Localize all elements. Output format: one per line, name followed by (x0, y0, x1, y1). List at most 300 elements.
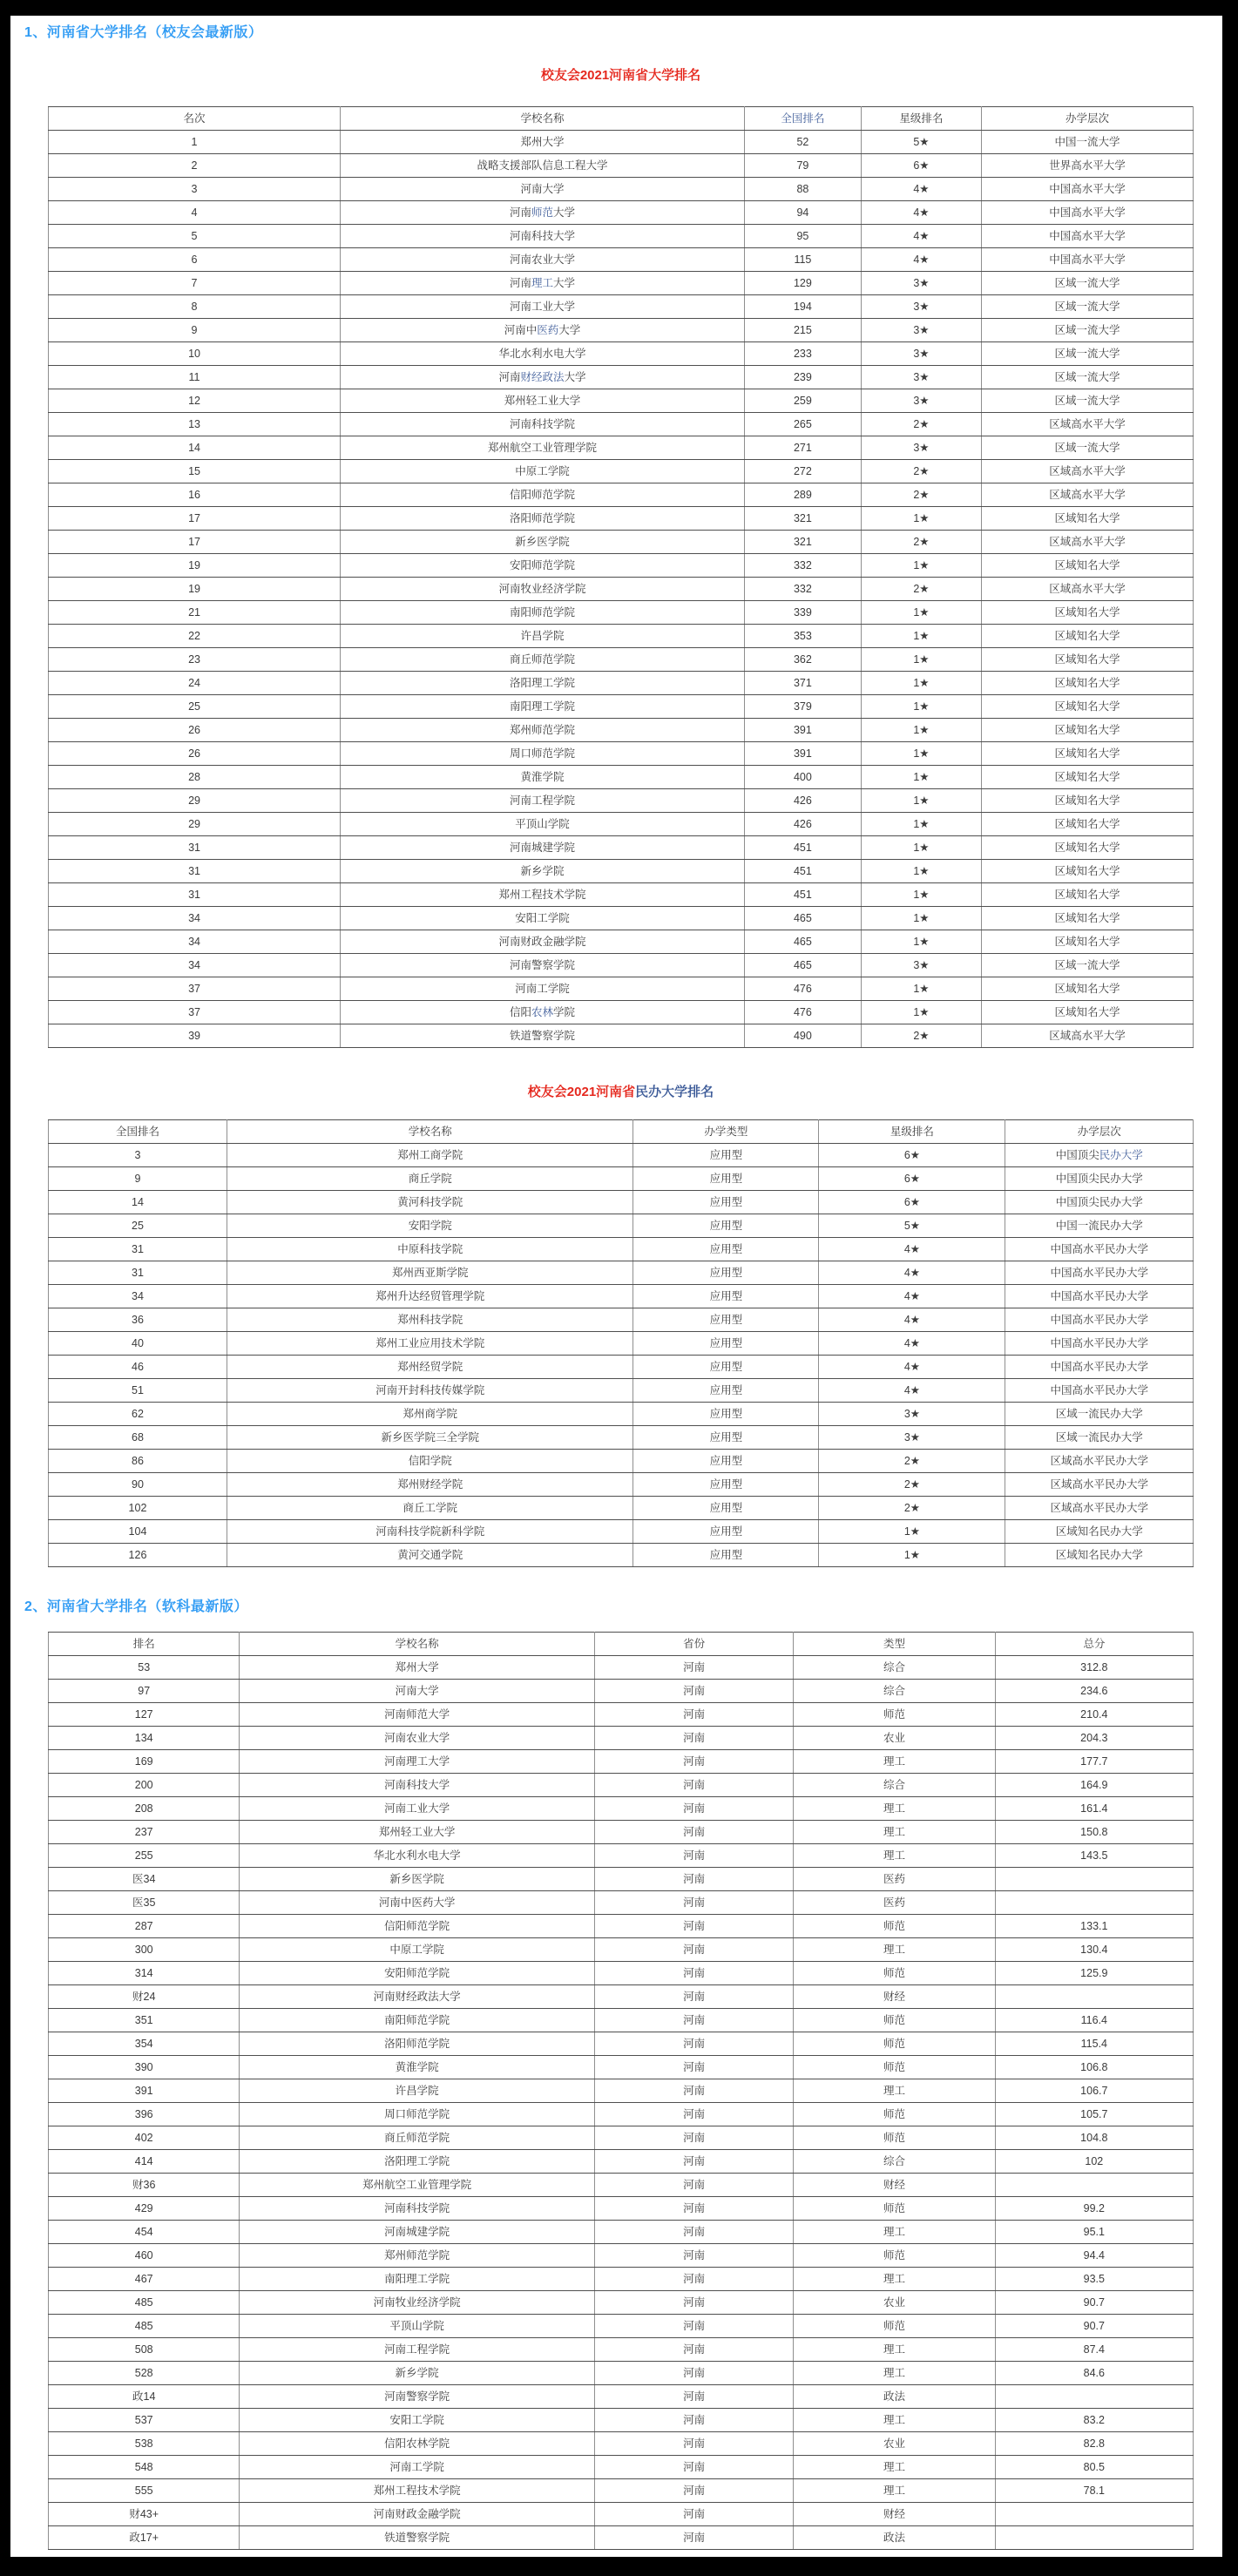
table-cell: 区域知名大学 (981, 836, 1193, 860)
table-cell: 1 (49, 131, 341, 154)
table-cell: 农业 (794, 2291, 995, 2315)
table-cell: 106.7 (995, 2079, 1193, 2103)
table-cell: 河南 (594, 2315, 794, 2338)
table-row (49, 1214, 1194, 1238)
table-row (49, 272, 1194, 295)
table-row (49, 1656, 1194, 1680)
table-cell: 师范 (794, 1915, 995, 1938)
table-cell: 郑州大学 (341, 131, 745, 154)
table-cell: 河南 (594, 2126, 794, 2150)
table-cell: 51 (49, 1379, 227, 1403)
xiaoyouhui-private-university-ranking-table (48, 1119, 1194, 1567)
table-row (49, 507, 1194, 531)
school-link[interactable]: 财经政法 (520, 371, 565, 383)
table-cell: 1★ (861, 930, 981, 954)
table-cell: 26 (49, 719, 341, 742)
table-cell: 河南 (594, 1750, 794, 1774)
table-cell: 528 (49, 2362, 240, 2385)
table-cell: 铁道警察学院 (240, 2526, 594, 2550)
table-row (49, 1450, 1194, 1473)
table-cell: 区域知名大学 (981, 860, 1193, 883)
table-cell: 应用型 (633, 1356, 819, 1379)
table-row (49, 531, 1194, 554)
table-cell: 中国顶尖民办大学 (1005, 1167, 1194, 1191)
table-cell: 理工 (794, 1821, 995, 1844)
table-cell: 3★ (861, 319, 981, 342)
table-row (49, 1703, 1194, 1727)
table-cell: 区域知名大学 (981, 742, 1193, 766)
table-cell: 94.4 (995, 2244, 1193, 2268)
table-cell: 31 (49, 1238, 227, 1261)
table-cell: 河南 (594, 2409, 794, 2432)
table-cell: 1★ (861, 554, 981, 578)
column-header: 全国排名 (49, 1120, 227, 1144)
table-cell (995, 1891, 1193, 1915)
table-cell: 应用型 (633, 1332, 819, 1356)
table-cell: 河南 (594, 1727, 794, 1750)
table-cell: 3★ (819, 1403, 1005, 1426)
table-cell: 河南 (594, 1821, 794, 1844)
table-cell: 郑州轻工业大学 (341, 389, 745, 413)
table-cell: 郑州轻工业大学 (240, 1821, 594, 1844)
table-cell: 许昌学院 (240, 2079, 594, 2103)
table-row (49, 2009, 1194, 2032)
table-cell: 理工 (794, 2338, 995, 2362)
table-cell: 90 (49, 1473, 227, 1497)
table-cell: 师范 (794, 1962, 995, 1985)
table-cell: 应用型 (633, 1285, 819, 1308)
table-cell: 河南 (594, 1868, 794, 1891)
table-cell: 150.8 (995, 1821, 1193, 1844)
table-cell: 中原工学院 (341, 460, 745, 483)
table-cell: 区域知名大学 (981, 719, 1193, 742)
table-cell: 2★ (861, 413, 981, 436)
table-cell: 信阳农林学院 (240, 2432, 594, 2456)
table-cell: 164.9 (995, 1774, 1193, 1797)
table-cell: 391 (744, 742, 861, 766)
table-cell: 郑州师范学院 (240, 2244, 594, 2268)
table-cell: 河南财政金融学院 (240, 2503, 594, 2526)
table-cell: 区域知名民办大学 (1005, 1520, 1194, 1544)
table-cell: 371 (744, 672, 861, 695)
table-cell: 14 (49, 436, 341, 460)
table-cell: 105.7 (995, 2103, 1193, 2126)
table-cell: 河南牧业经济学院 (341, 578, 745, 601)
table-cell: 426 (744, 789, 861, 813)
table-cell: 河南牧业经济学院 (240, 2291, 594, 2315)
table-cell: 239 (744, 366, 861, 389)
table-cell: 中国高水平民办大学 (1005, 1261, 1194, 1285)
table-cell: 应用型 (633, 1497, 819, 1520)
table-cell: 215 (744, 319, 861, 342)
table-cell: 80.5 (995, 2456, 1193, 2479)
table1-title-text: 校友会2021河南省大学排名 (540, 68, 701, 83)
table-cell: 351 (49, 2009, 240, 2032)
table-cell: 区域一流大学 (981, 366, 1193, 389)
table-cell: 财经 (794, 1985, 995, 2009)
table-cell: 周口师范学院 (240, 2103, 594, 2126)
table-cell: 河南工业大学 (341, 295, 745, 319)
table-cell: 理工 (794, 2268, 995, 2291)
table-row (49, 342, 1194, 366)
table-cell (995, 2385, 1193, 2409)
table-cell: 安阳师范学院 (341, 554, 745, 578)
table-cell: 理工 (794, 2479, 995, 2503)
table-cell (341, 201, 745, 225)
table-cell: 259 (744, 389, 861, 413)
table-cell: 29 (49, 789, 341, 813)
table-cell: 2★ (861, 460, 981, 483)
column-header: 办学层次 (981, 107, 1193, 131)
table-cell: 应用型 (633, 1238, 819, 1261)
column-header: 类型 (794, 1633, 995, 1656)
table-row (49, 766, 1194, 789)
table-cell: 6★ (819, 1191, 1005, 1214)
table-cell: 485 (49, 2315, 240, 2338)
table-cell: 河南 (594, 2479, 794, 2503)
table-cell: 财经 (794, 2174, 995, 2197)
table-cell: 华北水利水电大学 (341, 342, 745, 366)
table-cell: 7 (49, 272, 341, 295)
table-cell: 25 (49, 1214, 227, 1238)
table-cell: 476 (744, 1001, 861, 1024)
table-row (49, 648, 1194, 672)
table-row (49, 1544, 1194, 1567)
text-segment: 信阳 (509, 1006, 531, 1018)
table-cell: 3★ (861, 436, 981, 460)
table-cell: 河南 (594, 1891, 794, 1915)
table-cell: 区域知名大学 (981, 930, 1193, 954)
table-cell: 194 (744, 295, 861, 319)
ruanke-university-ranking-table (48, 1632, 1194, 2550)
table-row (49, 1191, 1194, 1214)
table-cell: 河南 (594, 2150, 794, 2174)
text-segment: 大学 (552, 206, 575, 219)
table-cell: 86 (49, 1450, 227, 1473)
table-cell: 世界高水平大学 (981, 154, 1193, 178)
table-cell: 177.7 (995, 1750, 1193, 1774)
table-row (49, 413, 1194, 436)
table-cell: 河南理工大学 (240, 1750, 594, 1774)
table-cell: 300 (49, 1938, 240, 1962)
table-cell: 黄河交通学院 (227, 1544, 633, 1567)
table-cell: 362 (744, 648, 861, 672)
table-cell: 区域高水平民办大学 (1005, 1497, 1194, 1520)
table-cell: 1★ (861, 625, 981, 648)
table-row (49, 1285, 1194, 1308)
table-cell: 河南 (594, 1962, 794, 1985)
table-cell: 46 (49, 1356, 227, 1379)
table-cell: 区域知名大学 (981, 789, 1193, 813)
table-row (49, 1520, 1194, 1544)
table-cell (995, 2174, 1193, 2197)
table-row (49, 201, 1194, 225)
table-row (49, 907, 1194, 930)
table-cell: 314 (49, 1962, 240, 1985)
table-cell: 区域高水平大学 (981, 578, 1193, 601)
table-cell: 郑州工商学院 (227, 1144, 633, 1167)
table-cell: 6 (49, 248, 341, 272)
table2-title-blue-part[interactable]: 民办大学排名 (635, 1085, 714, 1099)
table-cell: 理工 (794, 2362, 995, 2385)
table-cell: 1★ (861, 695, 981, 719)
table-cell: 河南 (594, 1844, 794, 1868)
table-cell: 许昌学院 (341, 625, 745, 648)
table-cell: 中国高水平民办大学 (1005, 1379, 1194, 1403)
table-row (49, 1238, 1194, 1261)
table-row (49, 2221, 1194, 2244)
table-cell: 28 (49, 766, 341, 789)
table-cell: 河南科技学院 (341, 413, 745, 436)
table-cell: 河南大学 (341, 178, 745, 201)
table-cell: 河南 (594, 2385, 794, 2409)
table-cell: 37 (49, 977, 341, 1001)
table-cell: 郑州经贸学院 (227, 1356, 633, 1379)
school-link[interactable]: 医药 (537, 324, 559, 336)
table-cell: 234.6 (995, 1680, 1193, 1703)
table-row (49, 2315, 1194, 2338)
table-cell: 应用型 (633, 1426, 819, 1450)
table-row (49, 2244, 1194, 2268)
table-cell: 河南 (594, 2032, 794, 2056)
table-cell: 17 (49, 507, 341, 531)
table-cell: 34 (49, 954, 341, 977)
table-cell: 安阳工学院 (341, 907, 745, 930)
table-cell: 95.1 (995, 2221, 1193, 2244)
table-cell: 中国一流大学 (981, 131, 1193, 154)
table-cell: 区域一流大学 (981, 319, 1193, 342)
table-cell: 208 (49, 1797, 240, 1821)
table-cell (341, 366, 745, 389)
table-row (49, 1356, 1194, 1379)
text-segment: 学院 (552, 1006, 575, 1018)
table-cell: 1★ (861, 883, 981, 907)
table-cell: 河南警察学院 (240, 2385, 594, 2409)
table-cell: 34 (49, 907, 341, 930)
table-cell: 6★ (819, 1167, 1005, 1191)
table-cell: 210.4 (995, 1703, 1193, 1727)
school-link[interactable]: 师范 (531, 206, 553, 219)
table-cell: 河南 (594, 1797, 794, 1821)
table-cell: 河南工学院 (240, 2456, 594, 2479)
table-cell: 区域知名大学 (981, 977, 1193, 1001)
table-cell: 政法 (794, 2526, 995, 2550)
table-cell: 95 (744, 225, 861, 248)
table-cell: 339 (744, 601, 861, 625)
table-cell: 新乡学院 (341, 860, 745, 883)
table-cell (341, 272, 745, 295)
table-cell: 中国顶尖民办大学 (1005, 1191, 1194, 1214)
table-cell: 3★ (861, 954, 981, 977)
table-cell: 综合 (794, 1680, 995, 1703)
table-cell: 区域高水平大学 (981, 1024, 1193, 1048)
table-row (49, 1821, 1194, 1844)
table-cell: 应用型 (633, 1144, 819, 1167)
table-cell: 区域知名民办大学 (1005, 1544, 1194, 1567)
table-row (49, 1308, 1194, 1332)
table-cell: 应用型 (633, 1520, 819, 1544)
text-segment: 中国顶尖 (1055, 1149, 1099, 1161)
column-header: 办学层次 (1005, 1120, 1194, 1144)
table-cell: 河南 (594, 2432, 794, 2456)
table-cell: 97 (49, 1680, 240, 1703)
text-segment: 河南 (498, 371, 521, 383)
table-row (49, 1844, 1194, 1868)
table-cell: 255 (49, 1844, 240, 1868)
text-segment: 大学 (564, 371, 586, 383)
table-cell: 南阳理工学院 (240, 2268, 594, 2291)
table-cell: 402 (49, 2126, 240, 2150)
table-cell: 1★ (861, 977, 981, 1001)
table-cell (1005, 1144, 1194, 1167)
table-cell: 区域知名大学 (981, 625, 1193, 648)
table-cell: 451 (744, 860, 861, 883)
table-cell: 区域一流大学 (981, 954, 1193, 977)
table-cell: 政17+ (49, 2526, 240, 2550)
school-link[interactable]: 农林 (531, 1006, 553, 1018)
table-cell (995, 1868, 1193, 1891)
table-cell: 53 (49, 1656, 240, 1680)
table-cell: 4 (49, 201, 341, 225)
table-row (49, 1167, 1194, 1191)
column-header: 名次 (49, 107, 341, 131)
table-cell: 区域高水平大学 (981, 460, 1193, 483)
table-cell: 新乡医学院 (341, 531, 745, 554)
table-cell: 129 (744, 272, 861, 295)
table-row (49, 1332, 1194, 1356)
table-cell: 郑州西亚斯学院 (227, 1261, 633, 1285)
table-cell: 河南 (594, 1656, 794, 1680)
table-cell: 信阳师范学院 (240, 1915, 594, 1938)
table-cell: 河南 (594, 2221, 794, 2244)
page-content (10, 16, 1222, 2557)
table-cell: 区域一流大学 (981, 295, 1193, 319)
table-cell: 1★ (861, 1001, 981, 1024)
table-cell: 116.4 (995, 2009, 1193, 2032)
header-row (49, 1633, 1194, 1656)
table-cell: 区域知名大学 (981, 695, 1193, 719)
school-link[interactable]: 理工 (531, 277, 553, 289)
table-cell: 应用型 (633, 1261, 819, 1285)
table-cell: 396 (49, 2103, 240, 2126)
table-row (49, 2150, 1194, 2174)
table-cell: 郑州工程技术学院 (240, 2479, 594, 2503)
section-heading-2: 2、河南省大学排名（软科最新版） (24, 1599, 248, 1614)
table-cell: 5★ (819, 1214, 1005, 1238)
table-cell: 河南科技大学 (341, 225, 745, 248)
table-cell: 429 (49, 2197, 240, 2221)
table-cell: 理工 (794, 1938, 995, 1962)
table-cell: 新乡医学院三全学院 (227, 1426, 633, 1450)
header-row (49, 1120, 1194, 1144)
table-row (49, 625, 1194, 648)
table-cell: 政14 (49, 2385, 240, 2409)
table-row (49, 1680, 1194, 1703)
table-cell: 12 (49, 389, 341, 413)
table-cell: 2★ (861, 483, 981, 507)
table-cell: 102 (49, 1497, 227, 1520)
table-cell: 2★ (861, 1024, 981, 1048)
table-cell: 391 (49, 2079, 240, 2103)
table-cell: 区域知名大学 (981, 907, 1193, 930)
table-cell: 82.8 (995, 2432, 1193, 2456)
table-cell: 36 (49, 1308, 227, 1332)
table-row (49, 695, 1194, 719)
table-cell: 平顶山学院 (341, 813, 745, 836)
school-link[interactable]: 民办大学 (1099, 1149, 1143, 1161)
table-cell: 区域高水平大学 (981, 413, 1193, 436)
table-row (49, 954, 1194, 977)
table-cell: 390 (49, 2056, 240, 2079)
table-row (49, 154, 1194, 178)
table-row (49, 2174, 1194, 2197)
table-cell: 287 (49, 1915, 240, 1938)
table-cell: 3★ (861, 366, 981, 389)
table-cell: 郑州航空工业管理学院 (341, 436, 745, 460)
table-cell: 451 (744, 836, 861, 860)
table-row (49, 883, 1194, 907)
table-row (49, 789, 1194, 813)
table-cell: 4★ (861, 248, 981, 272)
table-row (49, 719, 1194, 742)
table-cell: 区域知名大学 (981, 507, 1193, 531)
table-cell: 河南 (594, 2174, 794, 2197)
table-cell: 区域高水平大学 (981, 483, 1193, 507)
table-cell: 中国高水平民办大学 (1005, 1332, 1194, 1356)
table-row (49, 1774, 1194, 1797)
table-row (49, 2385, 1194, 2409)
table-row (49, 2338, 1194, 2362)
table-cell: 460 (49, 2244, 240, 2268)
table-cell: 1★ (861, 836, 981, 860)
table-cell: 郑州工业应用技术学院 (227, 1332, 633, 1356)
table-cell: 区域高水平民办大学 (1005, 1473, 1194, 1497)
table-cell: 93.5 (995, 2268, 1193, 2291)
table-cell: 126 (49, 1544, 227, 1567)
table-row (49, 2432, 1194, 2456)
table-cell: 353 (744, 625, 861, 648)
table-cell: 师范 (794, 2126, 995, 2150)
table-cell: 3★ (861, 272, 981, 295)
table-cell: 河南 (594, 2009, 794, 2032)
table-cell: 商丘师范学院 (341, 648, 745, 672)
table-cell: 中国高水平大学 (981, 178, 1193, 201)
table-cell: 555 (49, 2479, 240, 2503)
table-cell: 490 (744, 1024, 861, 1048)
table-cell: 538 (49, 2432, 240, 2456)
table-cell: 河南财经政法大学 (240, 1985, 594, 2009)
table-cell: 战略支援部队信息工程大学 (341, 154, 745, 178)
table-cell: 河南城建学院 (341, 836, 745, 860)
table-cell: 127 (49, 1703, 240, 1727)
table-cell: 106.8 (995, 2056, 1193, 2079)
table-cell: 6★ (819, 1144, 1005, 1167)
table-cell: 信阳师范学院 (341, 483, 745, 507)
table-cell: 4★ (819, 1261, 1005, 1285)
table-row (49, 813, 1194, 836)
table-cell: 洛阳理工学院 (341, 672, 745, 695)
table-cell: 4★ (819, 1285, 1005, 1308)
table-cell: 1★ (861, 813, 981, 836)
table-cell: 医药 (794, 1868, 995, 1891)
table-cell: 区域一流大学 (981, 436, 1193, 460)
table-row (49, 2032, 1194, 2056)
table-cell: 财43+ (49, 2503, 240, 2526)
table-cell: 黄淮学院 (240, 2056, 594, 2079)
table-cell: 平顶山学院 (240, 2315, 594, 2338)
table-cell: 454 (49, 2221, 240, 2244)
table-cell: 黄河科技学院 (227, 1191, 633, 1214)
